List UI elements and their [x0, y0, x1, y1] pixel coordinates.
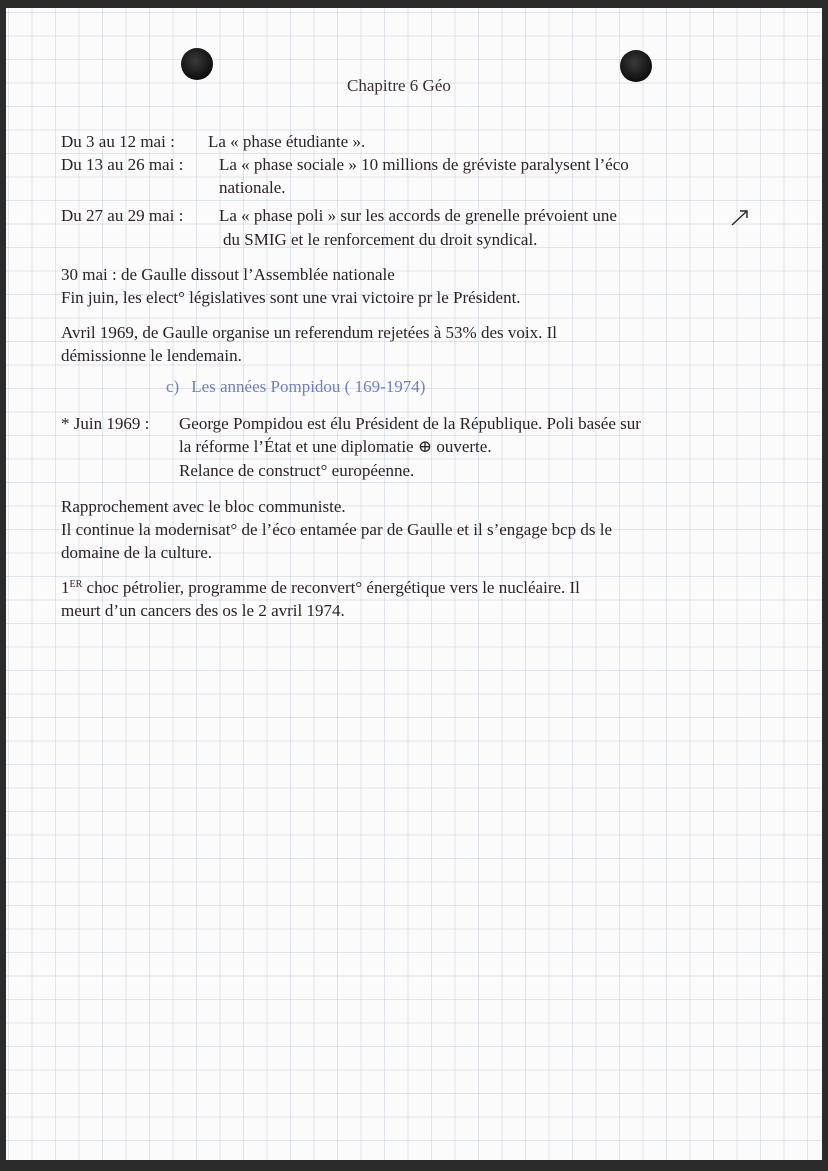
arrow-up-right-icon: [729, 206, 751, 228]
entry-text-continued: du SMIG et le renforcement du droit syndical.: [223, 230, 538, 249]
paragraph-text: choc pétrolier, programme de reconvert° énergétique vers le nucléaire. Il: [82, 578, 580, 597]
ordinal-suffix: ER: [69, 579, 83, 590]
entry-text-continued: la réforme l’État et une diplomatie ⊕ ouverte.: [179, 437, 492, 456]
paragraph-line: domaine de la culture.: [61, 543, 213, 562]
section-number: c): [166, 377, 180, 396]
punch-hole-left: [181, 48, 213, 80]
entry-text: George Pompidou est élu Président de la République. Poli basée sur: [179, 414, 641, 433]
entry-text-continued: nationale.: [219, 178, 286, 197]
paragraph-line: [61, 577, 580, 599]
entry-date: Du 13 au 26 mai :: [61, 155, 184, 174]
entry-date: Du 3 au 12 mai :: [61, 132, 175, 151]
paragraph-line: meurt d’un cancers des os le 2 avril 1974.: [61, 601, 345, 620]
entry-text: La « phase sociale » 10 millions de gréviste paralysent l’éco: [219, 155, 629, 174]
paragraph-line: Rapprochement avec le bloc communiste.: [61, 497, 346, 516]
entry-text-continued: Relance de construct° européenne.: [179, 461, 415, 480]
ordinal-number: 1: [61, 578, 70, 597]
paragraph-line: Avril 1969, de Gaulle organise un referendum rejetées à 53% des voix. Il: [61, 323, 557, 342]
page-title: Chapitre 6 Géo: [347, 76, 451, 95]
paragraph-line: 30 mai : de Gaulle dissout l’Assemblée nationale: [61, 265, 395, 284]
notebook-page: [6, 8, 822, 1160]
entry-date: * Juin 1969 :: [61, 414, 150, 433]
section-heading: [166, 376, 425, 398]
entry-date: Du 27 au 29 mai :: [61, 206, 184, 225]
paragraph-line: Il continue la modernisat° de l’éco entamée par de Gaulle et il s’engage bcp ds le: [61, 520, 613, 539]
paragraph-line: démissionne le lendemain.: [61, 346, 242, 365]
entry-text: La « phase poli » sur les accords de grenelle prévoient une: [219, 206, 617, 225]
paragraph-line: Fin juin, les elect° législatives sont une vrai victoire pr le Président.: [61, 288, 521, 307]
entry-text: La « phase étudiante ».: [208, 132, 366, 151]
section-title: Les années Pompidou ( 169-1974): [191, 377, 426, 396]
punch-hole-right: [620, 50, 652, 82]
